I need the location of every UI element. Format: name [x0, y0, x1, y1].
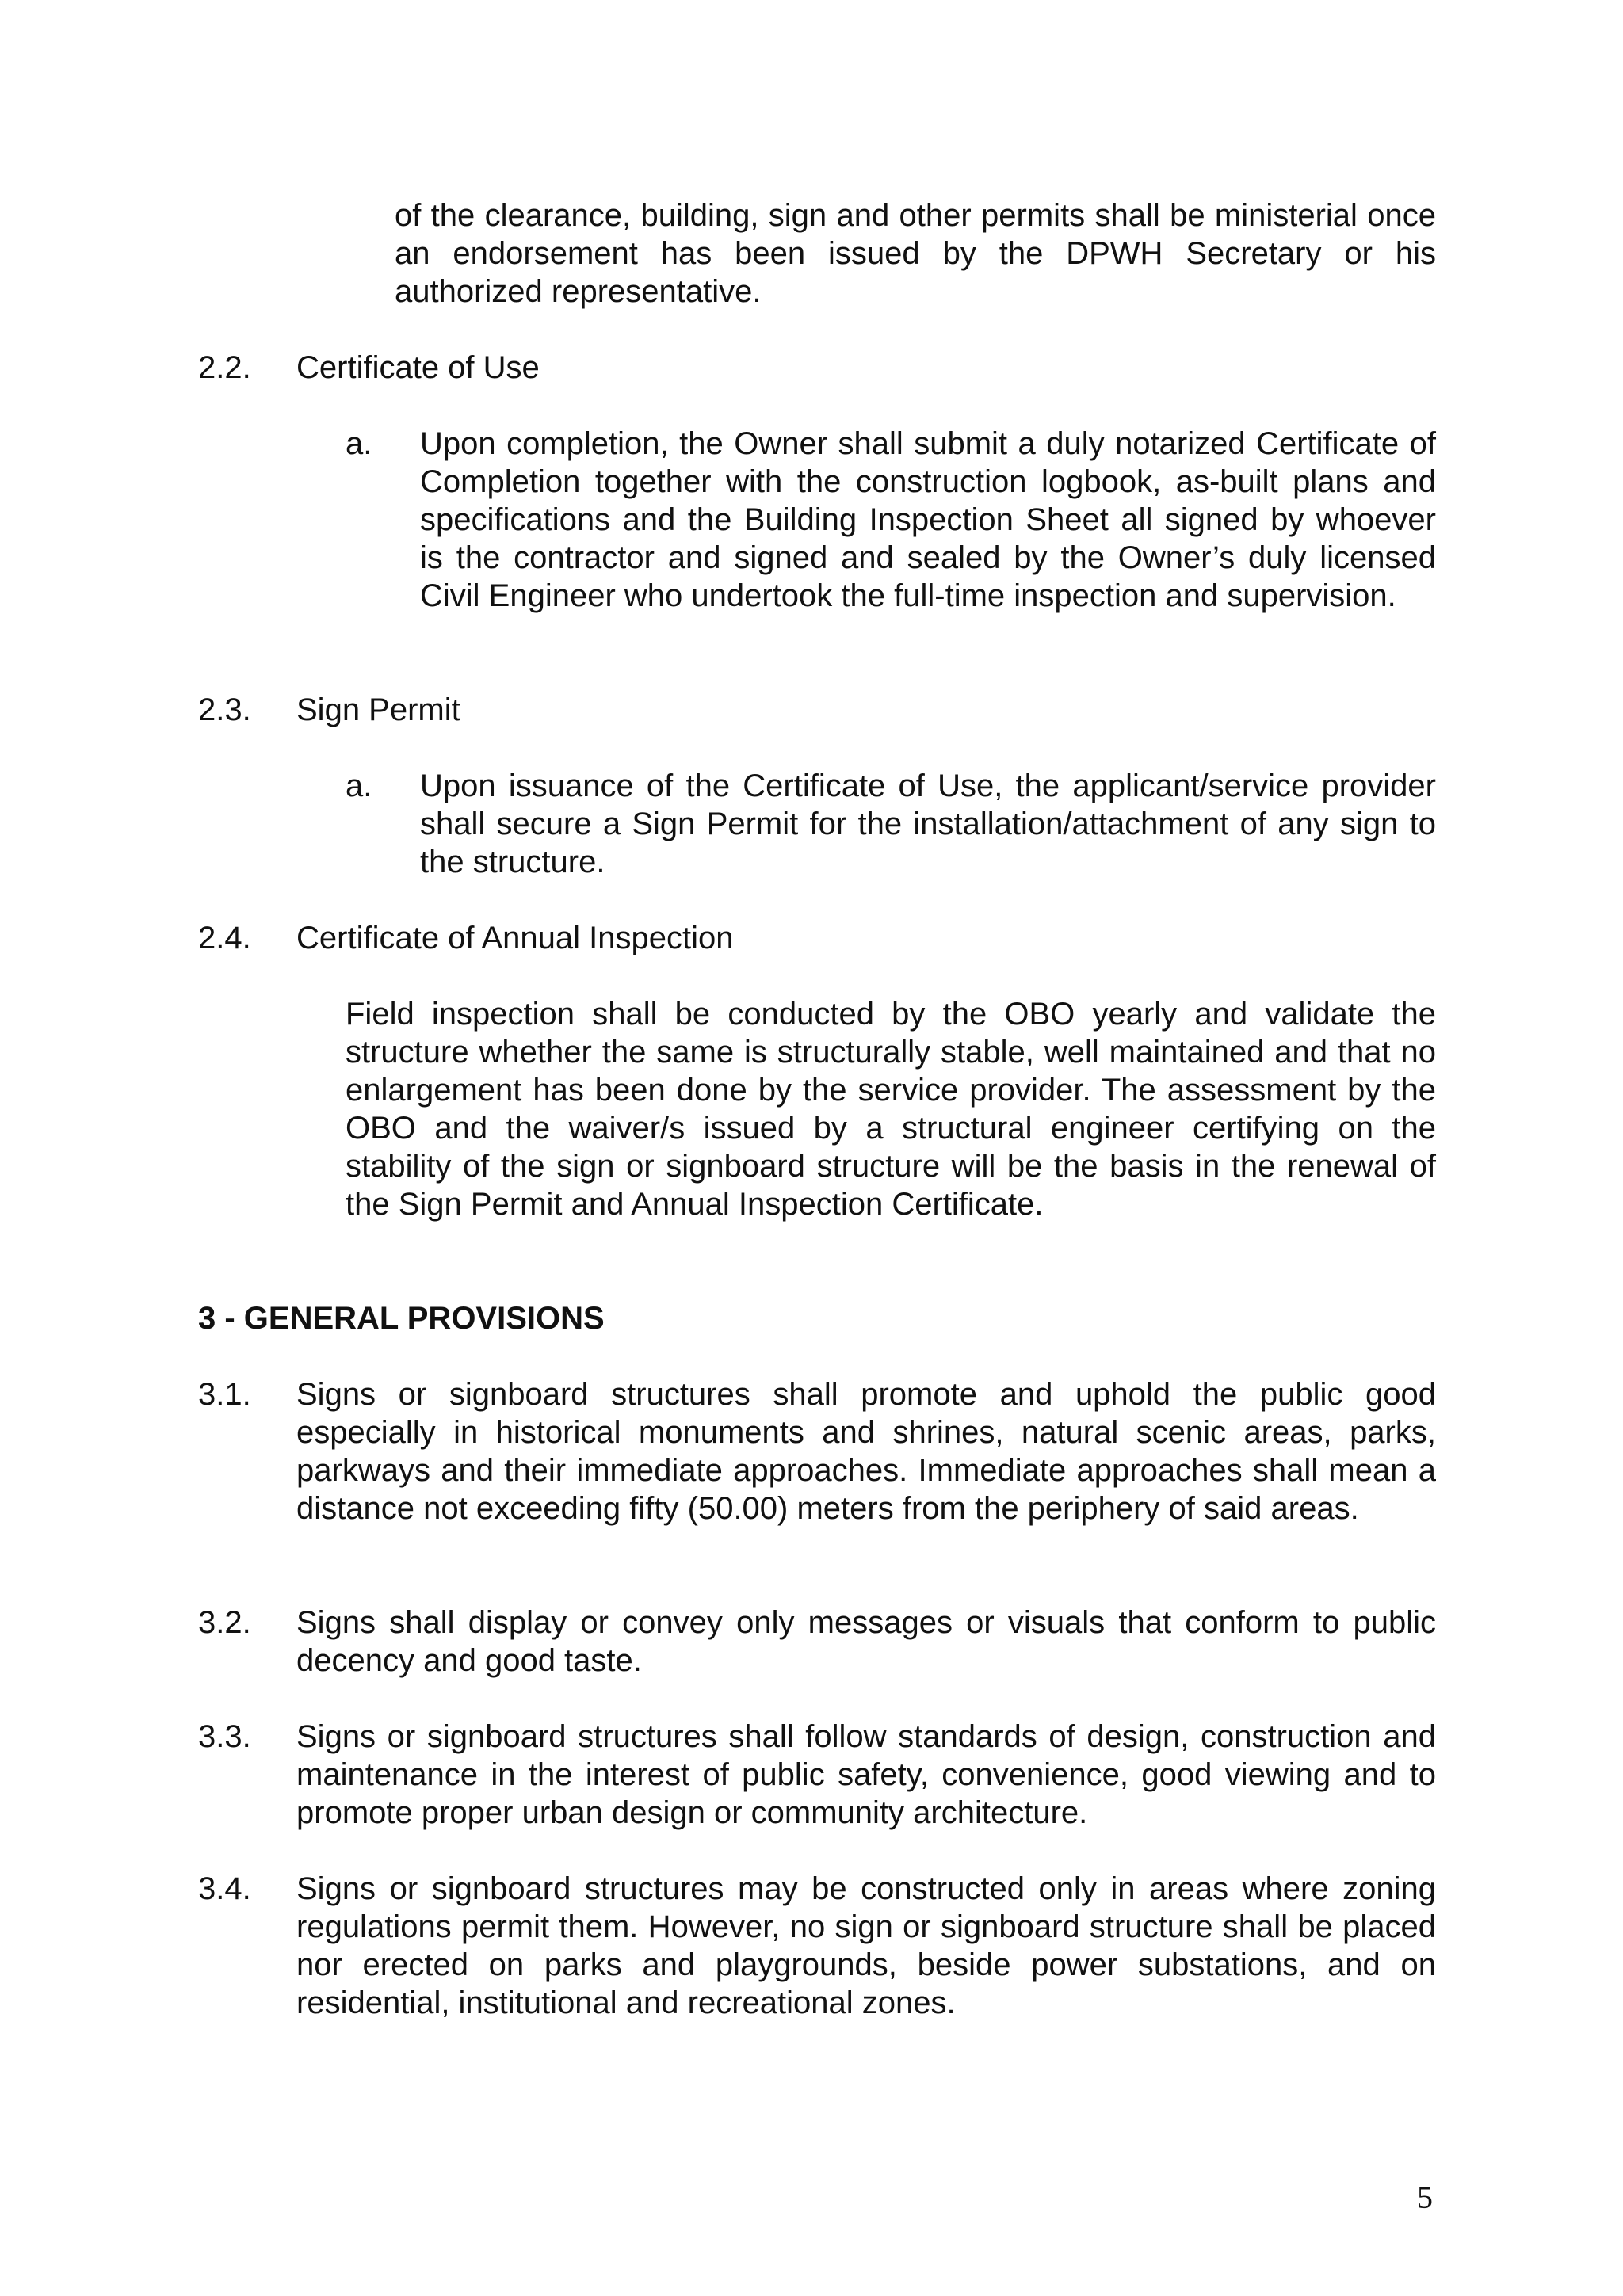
section-2-2-number: 2.2. — [198, 350, 251, 385]
section-2-2-title: Certificate of Use — [296, 350, 540, 385]
item-3-2-number: 3.2. — [198, 1605, 251, 1640]
section-2-4-title: Certificate of Annual Inspection — [296, 921, 734, 955]
item-3-2-text: Signs shall display or convey only messages or visuals that conform to public decency and good taste. — [296, 1605, 1436, 1678]
section-2-3-title: Sign Permit — [296, 692, 460, 727]
section-2-3-item-a-text: Upon issuance of the Certificate of Use, the applicant/service provider shall secure a Sign Permit for the installation/attachment of any sign to the structure. — [420, 769, 1436, 879]
item-3-4-number: 3.4. — [198, 1871, 251, 1906]
item-3-3-text: Signs or signboard structures shall follow standards of design, construction and maintenance in the interest of public safety, convenience, good viewing and to promote proper urban design or community architecture. — [296, 1719, 1436, 1830]
item-3-1-text: Signs or signboard structures shall promote and uphold the public good especially in historical monuments and shrines, natural scenic areas, parks, parkways and their immediate approaches. Immediate approaches shall mean a distance not exceeding fifty (50.00) meters from the periphery of said areas. — [296, 1377, 1436, 1526]
section-3-heading: 3 - GENERAL PROVISIONS — [198, 1301, 605, 1336]
item-3-1-number: 3.1. — [198, 1377, 251, 1412]
item-3-4-text: Signs or signboard structures may be constructed only in areas where zoning regulations permit them. However, no sign or signboard structure shall be placed nor erected on parks and playgrounds, beside power substations, and on residential, institutional and recreational zones. — [296, 1871, 1436, 2020]
section-2-4-body: Field inspection shall be conducted by the OBO yearly and validate the structure whether the same is structurally stable, well maintained and that no enlargement has been done by the service provider. The assessment by the OBO and the waiver/s issued by a structural engineer certifying on the stability of the sign or signboard structure will be the basis in the renewal of the Sign Permit and Annual Inspection Certificate. — [346, 997, 1436, 1222]
section-2-2-item-a-text: Upon completion, the Owner shall submit a duly notarized Certificate of Completion together with the construction logbook, as-built plans and specifications and the Building Inspection Sheet all signed by whoever is the contractor and signed and sealed by the Owner’s duly licensed Civil Engineer who undertook the full-time inspection and supervision. — [420, 426, 1436, 613]
item-3-3-number: 3.3. — [198, 1719, 251, 1754]
continuation-paragraph: of the clearance, building, sign and other permits shall be ministerial once an endorsement has been issued by the DPWH Secretary or his authorized representative. — [395, 198, 1436, 309]
section-2-2-item-a-marker: a. — [346, 426, 372, 461]
section-2-4-number: 2.4. — [198, 921, 251, 955]
page-number: 5 — [1417, 2180, 1433, 2215]
section-2-3-item-a-marker: a. — [346, 769, 372, 803]
section-2-3-number: 2.3. — [198, 692, 251, 727]
